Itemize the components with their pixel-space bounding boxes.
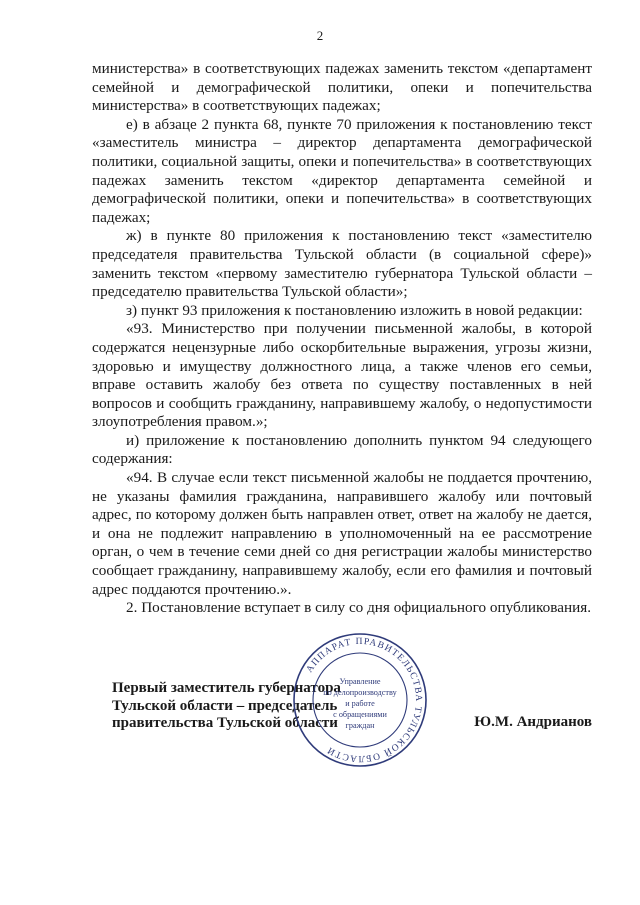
document-body bbox=[92, 60, 592, 618]
stamp-center-line: Управление bbox=[339, 677, 381, 686]
page-number: 2 bbox=[316, 28, 324, 43]
stamp-center-line: по делопроизводству bbox=[323, 688, 397, 697]
signer-name: Ю.М. Андрианов bbox=[474, 714, 592, 730]
paragraph-continuation: министерства» в соответствующих падежах заменить текстом «департамент семейной и демографической политики, опеки и попечительства министерства» в соответствующих падежах; bbox=[92, 60, 592, 115]
paragraph-zh: ж) в пункте 80 приложения к постановлению текст «заместителю председателя правительства Тульской области (в социальной сфере)» заменить текстом «первому заместителю губернатора Тульской области – председателю правительства Тульской области»; bbox=[92, 227, 592, 301]
paragraph-effective: 2. Постановление вступает в силу со дня официального опубликования. bbox=[126, 599, 591, 617]
stamp-center-line: и работе bbox=[345, 699, 375, 708]
paragraph-i: и) приложение к постановлению дополнить пунктом 94 следующего содержания: bbox=[92, 431, 592, 468]
signer-position-line: правительства Тульской области bbox=[112, 715, 338, 731]
paragraph-item-93: «93. Министерство при получении письменной жалобы, в которой содержатся нецензурные либо оскорбительные выражения, угрозы жизни, здоровью и имуществу должностного лица, а также членов его семьи, вправе оставить жалобу без ответа по существу поставленных в ней вопросов и сообщить гражданину, направившему жалобу, о недопустимости злоупотребления правом.»; bbox=[92, 320, 592, 431]
stamp-center-line: с обращениями bbox=[333, 710, 387, 719]
signer-position-line: Первый заместитель губернатора bbox=[112, 680, 341, 696]
paragraph-z: з) пункт 93 приложения к постановлению изложить в новой редакции: bbox=[126, 301, 583, 319]
official-stamp bbox=[290, 630, 430, 770]
stamp-ring-text: АППАРАТ ПРАВИТЕЛЬСТВА ТУЛЬСКОЙ ОБЛАСТИ bbox=[304, 636, 424, 764]
paragraph-e: е) в абзаце 2 пункта 68, пункте 70 приложения к постановлению текст «заместитель министра – директор департамента демографической политики, социальной защиты, опеки и попечительства» в соответствующих падежах заменить текстом «директор департамента семейной и демографической политики, опеки и попечительства» в соответствующих падежах; bbox=[92, 115, 592, 226]
paragraph-item-94: «94. В случае если текст письменной жалобы не поддается прочтению, не указаны фамилия гражданина, направившего жалобу или почтовый адрес, по которому должен быть направлен ответ, ответ на жалобу не дается, и она не подлежит направлению в уполномоченный на ее рассмотрение орган, о чем в течение семи дней со дня регистрации жалобы министерство сообщает гражданину, направившему жалобу, если его фамилия и почтовый адрес поддаются прочтению.». bbox=[92, 469, 592, 598]
stamp-center-line: граждан bbox=[345, 721, 375, 730]
signer-position-line: Тульской области – председатель bbox=[112, 697, 338, 714]
